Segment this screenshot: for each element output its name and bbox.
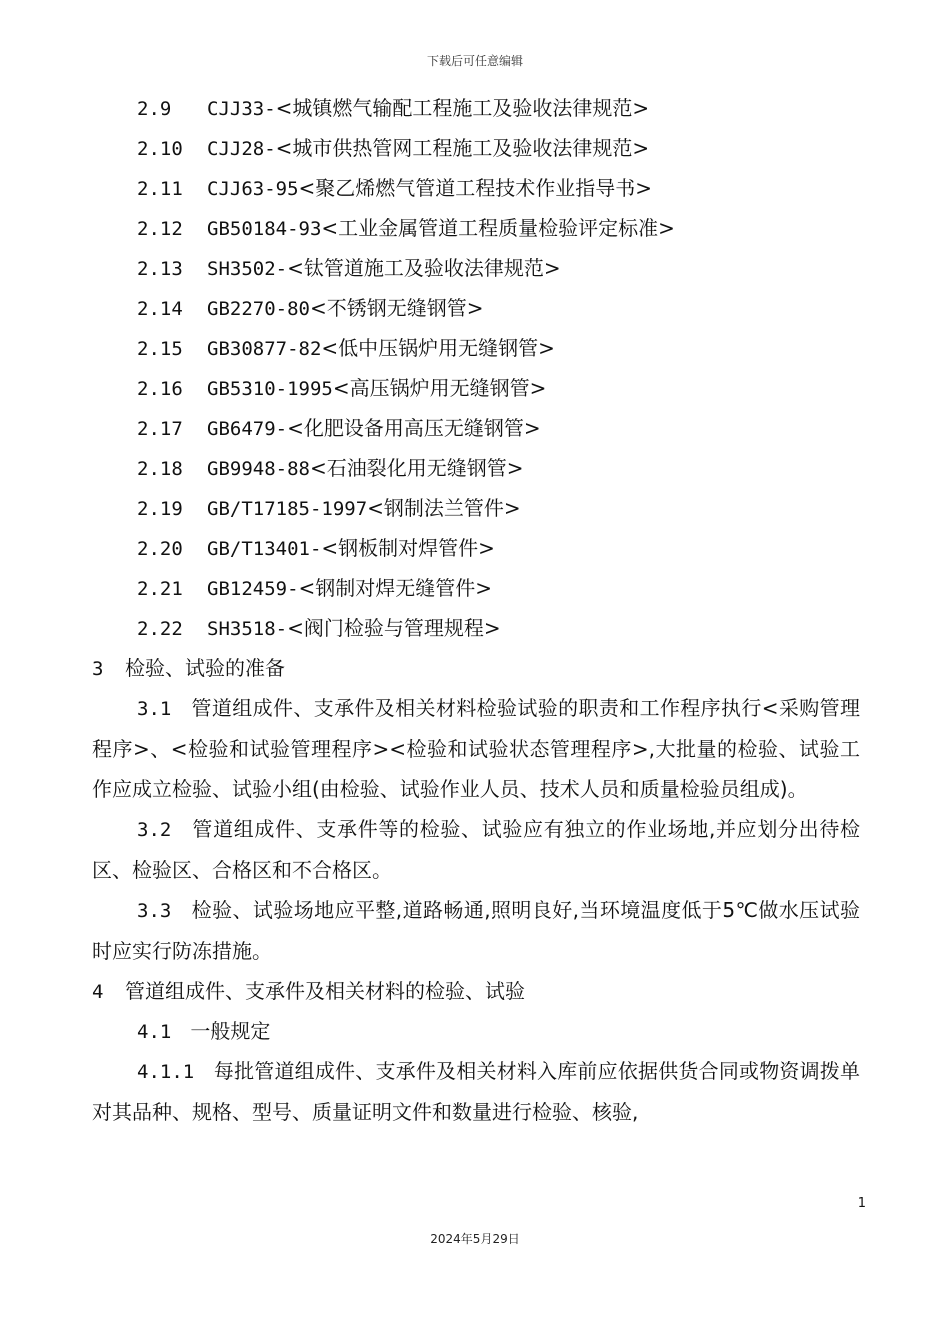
reference-item [92, 328, 860, 368]
page-header: 下载后可任意编辑 [426, 54, 523, 68]
reference-item [92, 608, 860, 648]
subsection-title: 一般规定 [190, 1019, 271, 1043]
page-number: 1 [857, 1196, 866, 1211]
paragraph [92, 890, 860, 971]
reference-item [92, 488, 860, 528]
reference-item [92, 128, 860, 168]
reference-number: 2.11 [137, 178, 183, 200]
reference-title: <城镇燃气输配工程施工及验收法律规范> [275, 96, 650, 120]
paragraph-text: 管道组成件、支承件等的检验、试验应有独立的作业场地,并应划分出待检区、检验区、合格区和不合格区。 [92, 817, 861, 882]
section-number: 3 [92, 658, 104, 680]
reference-number: 2.14 [137, 298, 183, 320]
reference-code: GB5310-1995 [207, 378, 333, 400]
document-body [92, 88, 860, 1132]
reference-code: SH3518- [207, 618, 288, 640]
reference-number: 2.16 [137, 378, 183, 400]
reference-item [92, 168, 860, 208]
reference-title: <钢板制对焊管件> [321, 536, 495, 560]
reference-title: <低中压锅炉用无缝钢管> [321, 336, 555, 360]
paragraph-number: 3.2 [137, 819, 172, 841]
reference-code: GB50184-93 [207, 218, 322, 240]
reference-item [92, 248, 860, 288]
reference-code: GB12459- [207, 578, 299, 600]
reference-item [92, 568, 860, 608]
reference-number: 2.9 [137, 98, 172, 120]
reference-number: 2.10 [137, 138, 183, 160]
reference-code: SH3502- [207, 258, 288, 280]
reference-number: 2.15 [137, 338, 183, 360]
subsection-4-1 [92, 1011, 860, 1051]
paragraph [92, 1051, 860, 1132]
section-title: 检验、试验的准备 [125, 656, 285, 680]
reference-item [92, 208, 860, 248]
reference-number: 2.22 [137, 618, 183, 640]
paragraph [92, 688, 860, 809]
reference-item [92, 88, 860, 128]
reference-code: CJJ63-95 [207, 178, 299, 200]
reference-code: GB/T13401- [207, 538, 322, 560]
reference-item [92, 368, 860, 408]
reference-code: GB2270-80 [207, 298, 310, 320]
reference-item [92, 408, 860, 448]
reference-number: 2.18 [137, 458, 183, 480]
footer-date: 2024年5月29日 [430, 1232, 520, 1246]
reference-code: GB9948-88 [207, 458, 310, 480]
reference-code: GB30877-82 [207, 338, 322, 360]
paragraph [92, 809, 860, 890]
reference-title: <钛管道施工及验收法律规范> [287, 256, 561, 280]
reference-title: <石油裂化用无缝钢管> [309, 456, 524, 480]
section-number: 4 [92, 981, 104, 1003]
reference-item [92, 288, 860, 328]
reference-title: <钢制对焊无缝管件> [298, 576, 493, 600]
reference-list [92, 88, 860, 648]
reference-number: 2.21 [137, 578, 183, 600]
reference-title: <高压锅炉用无缝钢管> [332, 376, 547, 400]
reference-code: GB/T17185-1997 [207, 498, 368, 520]
section-title: 管道组成件、支承件及相关材料的检验、试验 [125, 979, 525, 1003]
reference-title: <钢制法兰管件> [367, 496, 521, 520]
reference-number: 2.19 [137, 498, 183, 520]
reference-title: <工业金属管道工程质量检验评定标准> [321, 216, 675, 240]
section-4-paragraphs [92, 1051, 860, 1132]
paragraph-number: 3.3 [137, 900, 172, 922]
reference-title: <聚乙烯燃气管道工程技术作业指导书> [298, 176, 653, 200]
reference-code: GB6479- [207, 418, 288, 440]
reference-number: 2.20 [137, 538, 183, 560]
paragraph-number: 3.1 [137, 698, 172, 720]
reference-item [92, 448, 860, 488]
paragraph-text: 每批管道组成件、支承件及相关材料入库前应依据供货合同或物资调拨单对其品种、规格、型号、质量证明文件和数量进行检验、核验, [92, 1059, 861, 1124]
reference-title: <不锈钢无缝钢管> [309, 296, 484, 320]
reference-title: <化肥设备用高压无缝钢管> [287, 416, 541, 440]
reference-code: CJJ28- [207, 138, 276, 160]
section-3-paragraphs [92, 688, 860, 971]
reference-number: 2.13 [137, 258, 183, 280]
paragraph-number: 4.1.1 [137, 1061, 195, 1083]
reference-title: <城市供热管网工程施工及验收法律规范> [275, 136, 650, 160]
reference-number: 2.17 [137, 418, 183, 440]
subsection-number: 4.1 [137, 1021, 172, 1043]
paragraph-text: 检验、试验场地应平整,道路畅通,照明良好,当环境温度低于5℃做水压试验时应实行防冻措施。 [92, 898, 860, 963]
reference-item [92, 528, 860, 568]
section-3-heading [92, 648, 860, 688]
reference-number: 2.12 [137, 218, 183, 240]
reference-title: <阀门检验与管理规程> [287, 616, 501, 640]
paragraph-text: 管道组成件、支承件及相关材料检验试验的职责和工作程序执行<采购管理程序>、<检验和试验管理程序><检验和试验状态管理程序>,大批量的检验、试验工作应成立检验、试验小组(由检验、试验作业人员、技术人员和质量检验员组成)。 [92, 696, 860, 801]
section-4-heading [92, 971, 860, 1011]
reference-code: CJJ33- [207, 98, 276, 120]
